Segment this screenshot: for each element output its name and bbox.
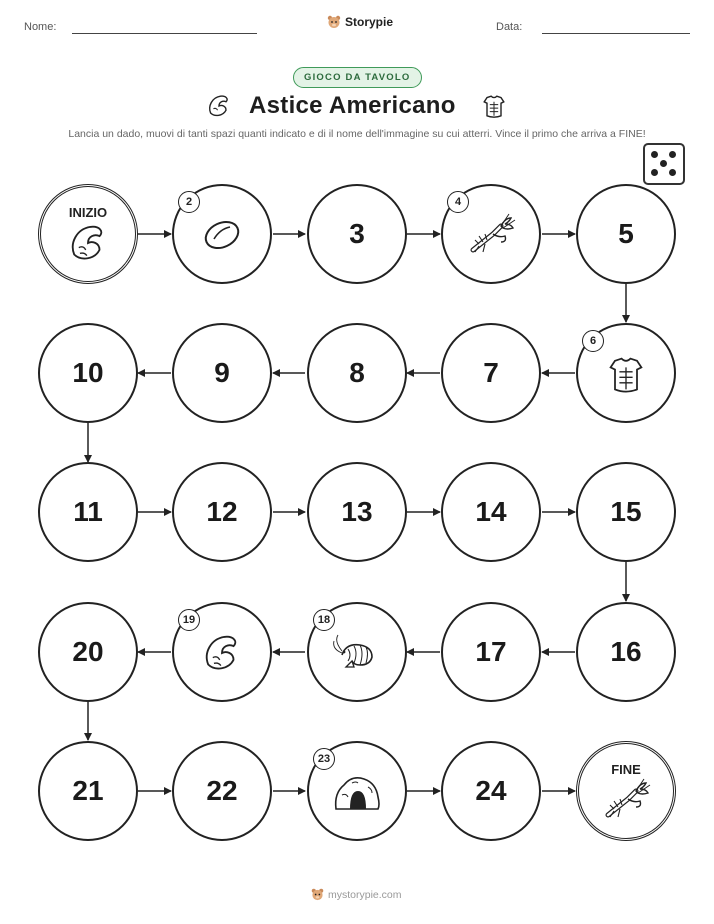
board-cell-13 [307,462,407,562]
brand-name: Storypie [345,15,394,29]
cell-number-badge: 23 [313,748,335,770]
cell-number: 10 [72,357,104,388]
board-cell-16 [576,602,676,702]
board-cell-1 [38,184,138,284]
cell-number: 5 [618,218,634,249]
instructions: Lancia un dado, muovi di tanti spazi quanti indicato e di il nome dell'immagine su cui atterri. Vince il primo che arriva a FINE! [68,128,646,140]
board-cell-5 [576,184,676,284]
lobster-icon [465,212,517,263]
board-cell-8 [307,323,407,423]
board-cell-4 [441,184,541,284]
cell-number: 22 [206,775,238,806]
egg-icon [198,215,246,260]
board-cell-7 [441,323,541,423]
footer [311,888,402,901]
claw-icon [199,630,245,681]
board-cell-9 [172,323,272,423]
board-cell-17 [441,602,541,702]
cell-number: 15 [610,496,642,527]
cell-number: 12 [206,496,238,527]
name-label: Nome: [24,21,57,33]
cell-number: 3 [349,218,365,249]
footer-site: mystorypie.com [328,888,402,901]
start-label: INIZIO [68,205,108,220]
lobster-icon [600,777,652,828]
cell-number: 8 [349,357,365,388]
cell-number-badge: 6 [582,330,604,352]
cell-number: 9 [214,357,230,388]
shrimp-icon [332,633,382,678]
board-cell-22 [172,741,272,841]
cell-number-badge: 2 [178,191,200,213]
armor-icon [604,352,648,401]
board-cell-14 [441,462,541,562]
bear-icon [311,888,324,901]
cell-number: 20 [72,636,104,667]
cell-number: 21 [72,775,104,806]
cell-number: 24 [475,775,507,806]
cell-number: 16 [610,636,642,667]
end-label: FINE [611,762,641,777]
board-cell-21 [38,741,138,841]
board-cell-24 [441,741,541,841]
board-cell-18 [307,602,407,702]
board-cell-2 [172,184,272,284]
board-cell-23 [307,741,407,841]
cell-number: 14 [475,496,507,527]
cave-icon [332,771,382,818]
cell-number: 7 [483,357,499,388]
cell-number: 13 [341,496,373,527]
cell-number: 17 [475,636,507,667]
claw-icon [65,220,111,271]
cell-number-badge: 19 [178,609,200,631]
board-cell-6 [576,323,676,423]
cell-number-badge: 18 [313,609,335,631]
board-cell-20 [38,602,138,702]
board-cell-25 [576,741,676,841]
game-tag: GIOCO DA TAVOLO [293,67,422,88]
board-cell-12 [172,462,272,562]
cell-number-badge: 4 [447,191,469,213]
board-cell-15 [576,462,676,562]
board-cell-11 [38,462,138,562]
board-cell-3 [307,184,407,284]
board-cell-10 [38,323,138,423]
date-label: Data: [496,21,523,33]
board-cell-19 [172,602,272,702]
cell-number: 11 [73,496,103,527]
page-title: Astice Americano [249,92,456,119]
